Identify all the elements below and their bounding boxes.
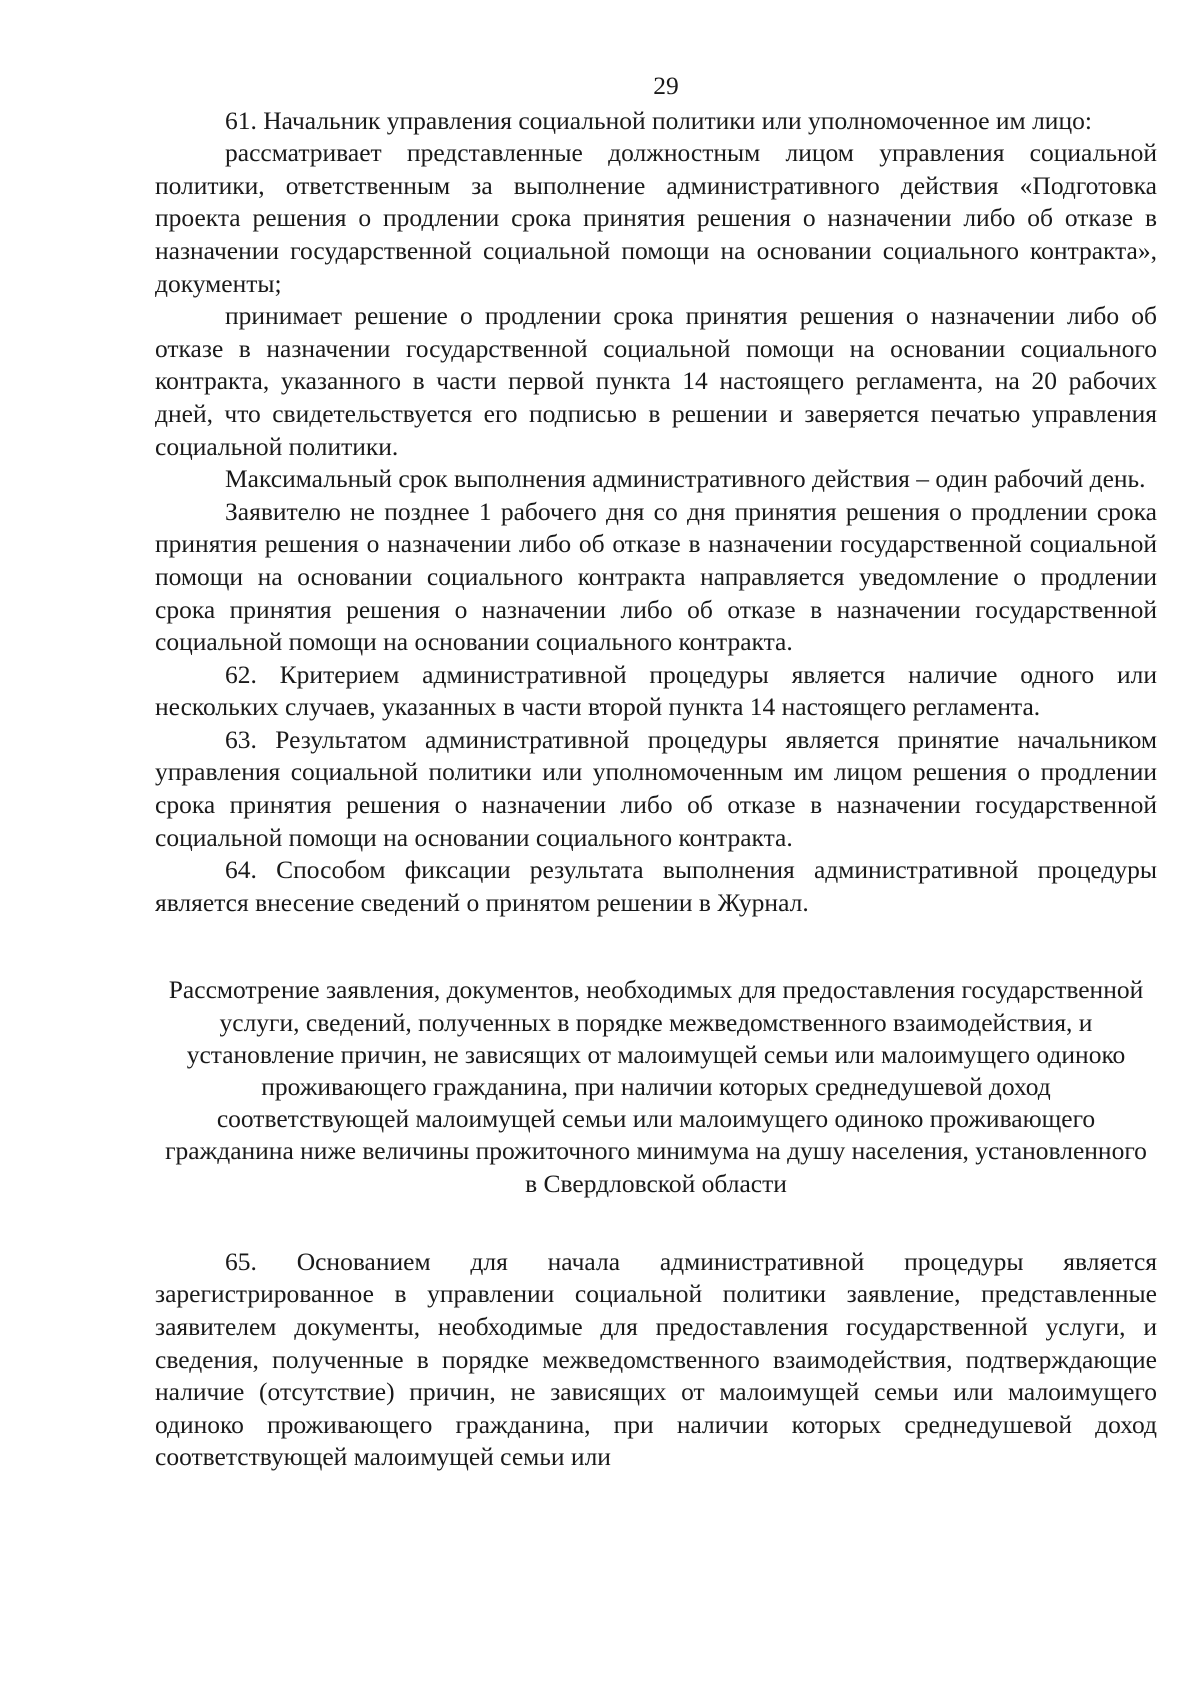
paragraph-61-intro: 61. Начальник управления социальной политики или уполномоченное им лицо:	[225, 105, 1092, 135]
paragraph-64: 64. Способом фиксации результата выполнения административной процедуры является внесение сведений о принятом решении в Журнал.	[155, 855, 1157, 917]
paragraph-61-reviews: рассматривает представленные должностным лицом управления социальной политики, ответственным за выполнение административного действия «Подготовка проекта решения о продлении срока принятия решения о назначении либо об отказе в назначении государственной социальной помощи на основании социального контракта», документы;	[155, 138, 1157, 298]
paragraph-65: 65. Основанием для начала административной процедуры является зарегистрированное в управлении социальной политики заявление, представленные заявителем документы, необходимые для предоставления государственной услуги, и сведения, полученные в порядке межведомственного взаимодействия, подтверждающие наличие (отсутствие) причин, не зависящих от малоимущей семьи или малоимущего одиноко проживающего гражданина, при наличии которых среднедушевой доход соответствующей малоимущей семьи или	[155, 1246, 1157, 1472]
paragraph-62: 62. Критерием административной процедуры является наличие одного или нескольких случаев, указанных в части второй пункта 14 настоящего регламента.	[155, 659, 1157, 722]
section-heading: Рассмотрение заявления, документов, необходимых для предоставления государственной услуги, сведений, полученных в порядке межведомственного взаимодействия, и установление причин, не зависящих от малоимущей семьи или малоимущего одиноко проживающего гражданина, при наличии которых среднедушевой доход соответствующей малоимущей семьи или малоимущего одиноко проживающего гражданина ниже величины прожиточного минимума на душу населения, установленного в Свердловской области	[165, 975, 1147, 1198]
paragraph-61-decides: принимает решение о продлении срока принятия решения о назначении либо об отказе в назначении государственной социальной помощи на основании социального контракта, указанного в части первой пункта 14 настоящего регламента, на 20 рабочих дней, что свидетельствуется его подписью в решении и заверяется печатью управления социальной политики.	[155, 301, 1157, 461]
page-number: 29	[653, 71, 679, 100]
paragraph-max-term: Максимальный срок выполнения административного действия – один рабочий день.	[225, 464, 1146, 494]
document-page	[155, 70, 1157, 1474]
paragraph-notification: Заявителю не позднее 1 рабочего дня со дня принятия решения о продлении срока принятия решения о назначении либо об отказе в назначении государственной социальной помощи на основании социального контракта направляется уведомление о продлении срока принятия решения о назначении либо об отказе в назначении государственной социальной помощи на основании социального контракта.	[155, 496, 1157, 657]
paragraph-63: 63. Результатом административной процедуры является принятие начальником управления социальной политики или уполномоченным им лицом решения о продлении срока принятия решения о назначении либо об отказе в назначении государственной социальной помощи на основании социального контракта.	[155, 724, 1157, 852]
